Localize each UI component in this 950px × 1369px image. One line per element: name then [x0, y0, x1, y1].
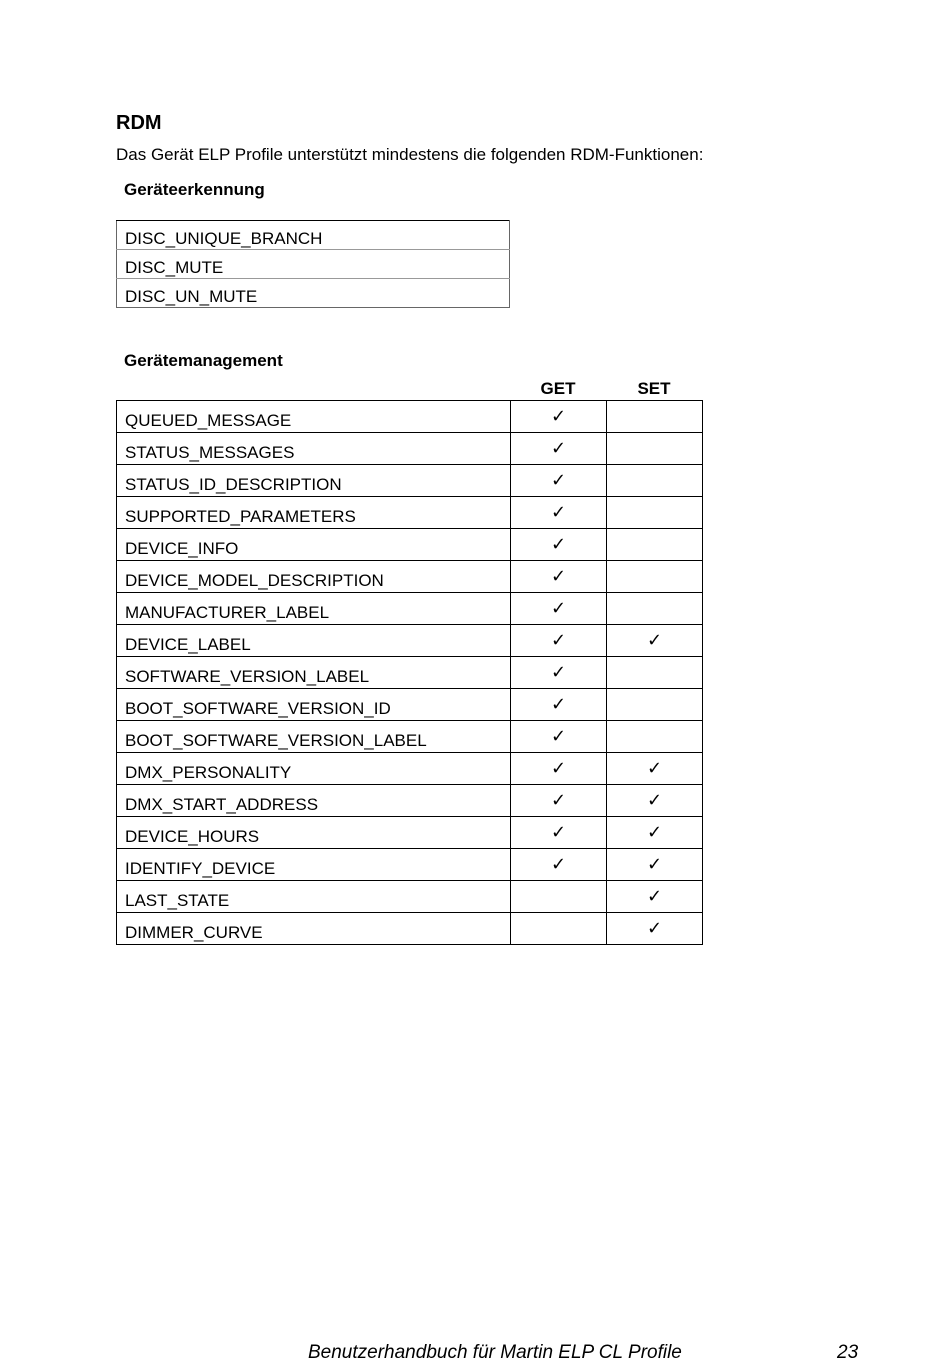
discovery-row	[117, 221, 510, 250]
set-cell	[607, 497, 703, 529]
checkmark-icon: ✓	[646, 758, 663, 779]
checkmark-icon: ✓	[550, 470, 567, 491]
parameter-name: DMX_PERSONALITY	[117, 753, 511, 785]
parameter-name: LAST_STATE	[117, 881, 511, 913]
discovery-table	[116, 220, 510, 308]
checkmark-icon: ✓	[550, 758, 567, 779]
discovery-row	[117, 279, 510, 308]
parameter-name: BOOT_SOFTWARE_VERSION_LABEL	[117, 721, 511, 753]
parameter-name: BOOT_SOFTWARE_VERSION_ID	[117, 689, 511, 721]
set-cell	[607, 689, 703, 721]
management-row	[117, 433, 703, 465]
set-cell	[607, 657, 703, 689]
get-cell	[511, 817, 607, 849]
management-row	[117, 401, 703, 433]
discovery-row	[117, 250, 510, 279]
parameter-name: DIMMER_CURVE	[117, 913, 511, 945]
set-cell	[607, 529, 703, 561]
management-row	[117, 785, 703, 817]
get-cell	[511, 785, 607, 817]
set-column-header: SET	[637, 379, 671, 398]
management-row	[117, 497, 703, 529]
checkmark-icon: ✓	[550, 406, 567, 427]
management-row	[117, 817, 703, 849]
parameter-name: IDENTIFY_DEVICE	[117, 849, 511, 881]
set-cell	[607, 561, 703, 593]
get-cell	[511, 689, 607, 721]
management-row	[117, 561, 703, 593]
set-cell	[607, 817, 703, 849]
management-row	[117, 753, 703, 785]
management-row	[117, 689, 703, 721]
checkmark-icon: ✓	[646, 854, 663, 875]
parameter-name: QUEUED_MESSAGE	[117, 401, 511, 433]
parameter-name: MANUFACTURER_LABEL	[117, 593, 511, 625]
get-cell	[511, 625, 607, 657]
checkmark-icon: ✓	[646, 886, 663, 907]
checkmark-icon: ✓	[550, 534, 567, 555]
checkmark-icon: ✓	[550, 630, 567, 651]
set-cell	[607, 465, 703, 497]
set-cell	[607, 881, 703, 913]
get-column-header: GET	[540, 379, 576, 398]
get-cell	[511, 721, 607, 753]
parameter-name: DEVICE_HOURS	[117, 817, 511, 849]
checkmark-icon: ✓	[550, 566, 567, 587]
management-table	[116, 400, 703, 945]
footer-title: Benutzerhandbuch für Martin ELP CL Profile	[308, 1342, 682, 1363]
set-cell	[607, 913, 703, 945]
set-cell	[607, 785, 703, 817]
management-row	[117, 721, 703, 753]
checkmark-icon: ✓	[550, 726, 567, 747]
management-section-title: Gerätemanagement	[124, 351, 283, 370]
checkmark-icon: ✓	[550, 790, 567, 811]
parameter-name: STATUS_MESSAGES	[117, 433, 511, 465]
set-cell	[607, 849, 703, 881]
parameter-name: DEVICE_LABEL	[117, 625, 511, 657]
management-row	[117, 593, 703, 625]
get-cell	[511, 465, 607, 497]
management-row	[117, 625, 703, 657]
get-cell	[511, 497, 607, 529]
page-number: 23	[837, 1342, 859, 1363]
get-cell	[511, 593, 607, 625]
management-row	[117, 465, 703, 497]
parameter-name: DEVICE_MODEL_DESCRIPTION	[117, 561, 511, 593]
get-cell	[511, 561, 607, 593]
get-cell	[511, 753, 607, 785]
checkmark-icon: ✓	[550, 694, 567, 715]
get-cell	[511, 913, 607, 945]
get-cell	[511, 881, 607, 913]
get-cell	[511, 529, 607, 561]
checkmark-icon: ✓	[550, 822, 567, 843]
management-row	[117, 881, 703, 913]
checkmark-icon: ✓	[550, 598, 567, 619]
discovery-cell: DISC_UN_MUTE	[125, 287, 258, 306]
set-cell	[607, 593, 703, 625]
discovery-cell: DISC_UNIQUE_BRANCH	[117, 221, 510, 250]
checkmark-icon: ✓	[550, 438, 567, 459]
management-row	[117, 657, 703, 689]
set-cell	[607, 401, 703, 433]
get-cell	[511, 401, 607, 433]
management-row	[117, 913, 703, 945]
set-cell	[607, 433, 703, 465]
get-cell	[511, 433, 607, 465]
parameter-name: DMX_START_ADDRESS	[117, 785, 511, 817]
parameter-name: STATUS_ID_DESCRIPTION	[117, 465, 511, 497]
set-cell	[607, 753, 703, 785]
checkmark-icon: ✓	[550, 502, 567, 523]
checkmark-icon: ✓	[646, 630, 663, 651]
discovery-cell: DISC_MUTE	[117, 250, 510, 279]
get-cell	[511, 657, 607, 689]
checkmark-icon: ✓	[550, 662, 567, 683]
checkmark-icon: ✓	[646, 790, 663, 811]
checkmark-icon: ✓	[646, 822, 663, 843]
set-cell	[607, 721, 703, 753]
management-row	[117, 849, 703, 881]
parameter-name: SOFTWARE_VERSION_LABEL	[117, 657, 511, 689]
discovery-section-title: Geräteerkennung	[124, 180, 265, 199]
checkmark-icon: ✓	[646, 918, 663, 939]
parameter-name: DEVICE_INFO	[117, 529, 511, 561]
section-heading: RDM	[116, 112, 162, 134]
get-cell	[511, 849, 607, 881]
parameter-name: SUPPORTED_PARAMETERS	[117, 497, 511, 529]
intro-text: Das Gerät ELP Profile unterstützt mindestens die folgenden RDM-Funktionen:	[116, 145, 704, 164]
set-cell	[607, 625, 703, 657]
management-row	[117, 529, 703, 561]
checkmark-icon: ✓	[550, 854, 567, 875]
